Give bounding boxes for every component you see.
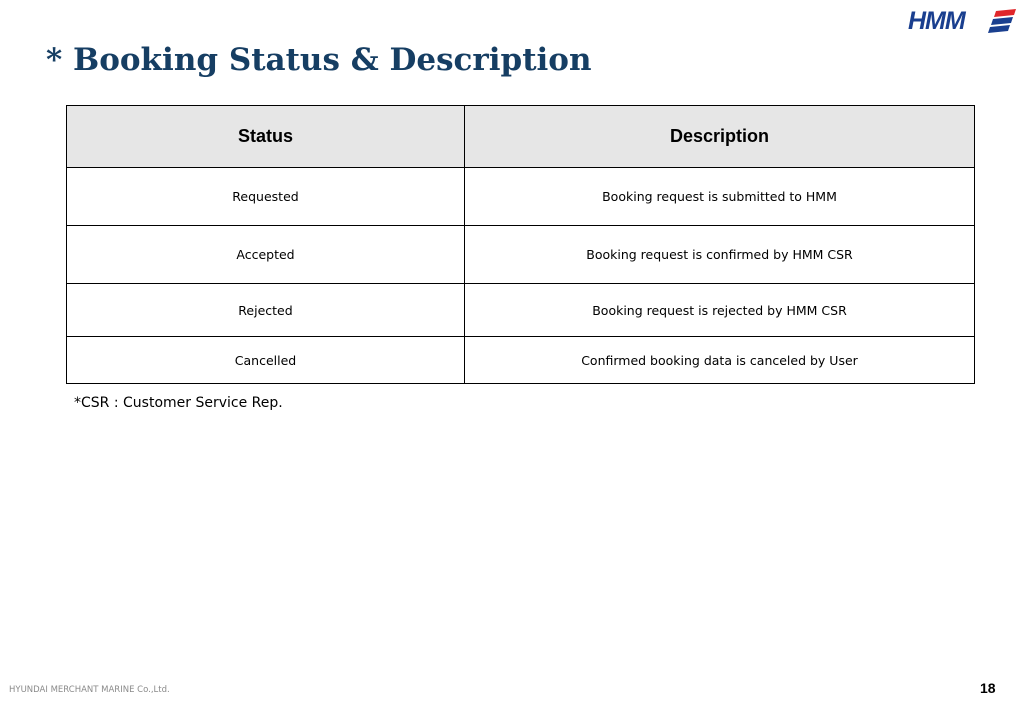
- status-cell: Rejected: [67, 284, 465, 337]
- description-cell: Booking request is confirmed by HMM CSR: [465, 226, 975, 284]
- page-title: * Booking Status & Description: [46, 42, 592, 78]
- table-row: [67, 337, 975, 384]
- description-cell: Booking request is rejected by HMM CSR: [465, 284, 975, 337]
- hmm-logo: [908, 6, 1016, 36]
- logo-text: HMM: [908, 7, 965, 35]
- page-number: 18: [980, 680, 996, 696]
- table-row: [67, 168, 975, 226]
- csr-footnote: *CSR : Customer Service Rep.: [74, 395, 283, 411]
- description-cell: Confirmed booking data is canceled by User: [465, 337, 975, 384]
- description-cell: Booking request is submitted to HMM: [465, 168, 975, 226]
- booking-status-table: [66, 105, 975, 384]
- status-column-header: Status: [67, 106, 465, 168]
- table-row: [67, 284, 975, 337]
- company-name: HYUNDAI MERCHANT MARINE Co.,Ltd.: [9, 685, 170, 695]
- logo-stripes-icon: [988, 9, 1016, 33]
- status-cell: Accepted: [67, 226, 465, 284]
- table-header-row: [67, 106, 975, 168]
- status-cell: Cancelled: [67, 337, 465, 384]
- status-cell: Requested: [67, 168, 465, 226]
- description-column-header: Description: [465, 106, 975, 168]
- table-row: [67, 226, 975, 284]
